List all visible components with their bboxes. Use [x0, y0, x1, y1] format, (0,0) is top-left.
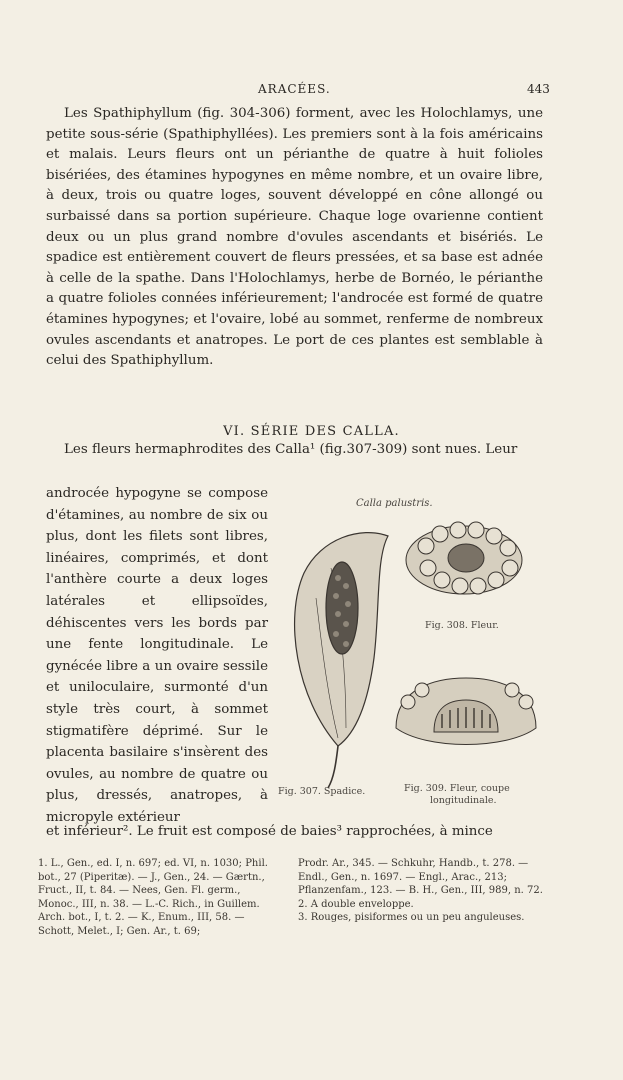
fig309-caption-line2: longitudinale. [430, 795, 497, 806]
running-title: ARACÉES. [258, 82, 331, 96]
footnotes-right [298, 857, 546, 925]
intro-paragraph-block [46, 104, 543, 372]
section-tail: et inférieur². Le fruit est composé de baies³ rapprochées, à mince [46, 824, 493, 839]
section-column [46, 483, 268, 829]
intro-paragraph: Les Spathiphyllum (fig. 304-306) forment, avec les Holochlamys, une petite sous-série (Spathiphyllées). Les premiers sont à la fois américains et malais. Leurs fleurs ont un périanthe de quatre à huit folioles bisériées, des étamines hypogynes en même nombre, et un ovaire libre, à deux, trois ou quatre loges, souvent développé en cône allongé ou surbaissé dans sa portion supérieure. Chaque loge ovarienne contient deux ou un plus grand nombre d'ovules ascendants et bisériés. Le spadice est entièrement couvert de fleurs pressées, et sa base est adnée à celle de la spathe. Dans l'Holochlamys, herbe de Bornéo, le périanthe a quatre folioles connées inférieurement; l'androcée est formé de quatre étamines hypogynes; et l'ovaire, lobé au sommet, renferme de nombreux ovules ascendants et anatropes. Le port de ces plantes est semblable à celui des Spathiphyllum. [46, 106, 543, 369]
footnote-1: 1. L., Gen., ed. I, n. 697; ed. VI, n. 1030; Phil. bot., 27 (Piperitæ). — J., Gen., 24. — Gærtn., Fruct., II, t. 84. — Nees, Gen. Fl. germ., Monoc., III, n. 38. — L.-C. Rich., in Guillem. Arch. bot., I, t. 2. — K., Enum., III, 58. — Schott, Melet., I; Gen. Ar., t. 69; [38, 858, 268, 937]
section-title: VI. SÉRIE DES CALLA. [223, 424, 400, 439]
fig309-caption-line1: Fig. 309. Fleur, coupe [404, 783, 510, 794]
footnote-1-continued: Prodr. Ar., 345. — Schkuhr, Handb., t. 278. — Endl., Gen., n. 1697. — Engl., Arac., 213; Pflanzenfam., 123. — B. H., Gen., III, 989, n. 72. [298, 858, 543, 896]
species-caption: Calla palustris. [356, 498, 433, 509]
footnotes-left [38, 857, 278, 938]
page-number: 443 [527, 82, 550, 96]
section-column-text: androcée hypogyne se compose d'étamines, au nombre de six ou plus, dont les filets sont libres, linéaires, comprimés, et dont l'anthère courte a deux loges latérales et ellipsoïdes, déhiscentes vers les bords par une fente longitudinale. Le gynécée libre a un ovaire sessile et uniloculaire, surmonté d'un style très court, à sommet stigmatifère déprimé. Sur le placenta basilaire s'insèrent des ovules, au nombre de quatre ou plus, dressés, anatropes, à micropyle extérieur [46, 486, 268, 825]
fig308-caption: Fig. 308. Fleur. [425, 620, 499, 631]
footnote-2: 2. A double enveloppe. [298, 898, 414, 910]
calla-illustration [276, 488, 546, 818]
flower-drawing [406, 522, 522, 594]
flower-section-drawing [396, 678, 536, 745]
section-lead: Les fleurs hermaphrodites des Calla¹ (fig.307-309) sont nues. Leur [64, 442, 518, 457]
spathe-drawing [295, 533, 388, 788]
section-lead-block [46, 440, 543, 461]
fig307-caption: Fig. 307. Spadice. [278, 786, 366, 797]
footnote-3: 3. Rouges, pisiformes ou un peu anguleuses. [298, 912, 525, 923]
running-header [0, 82, 623, 100]
